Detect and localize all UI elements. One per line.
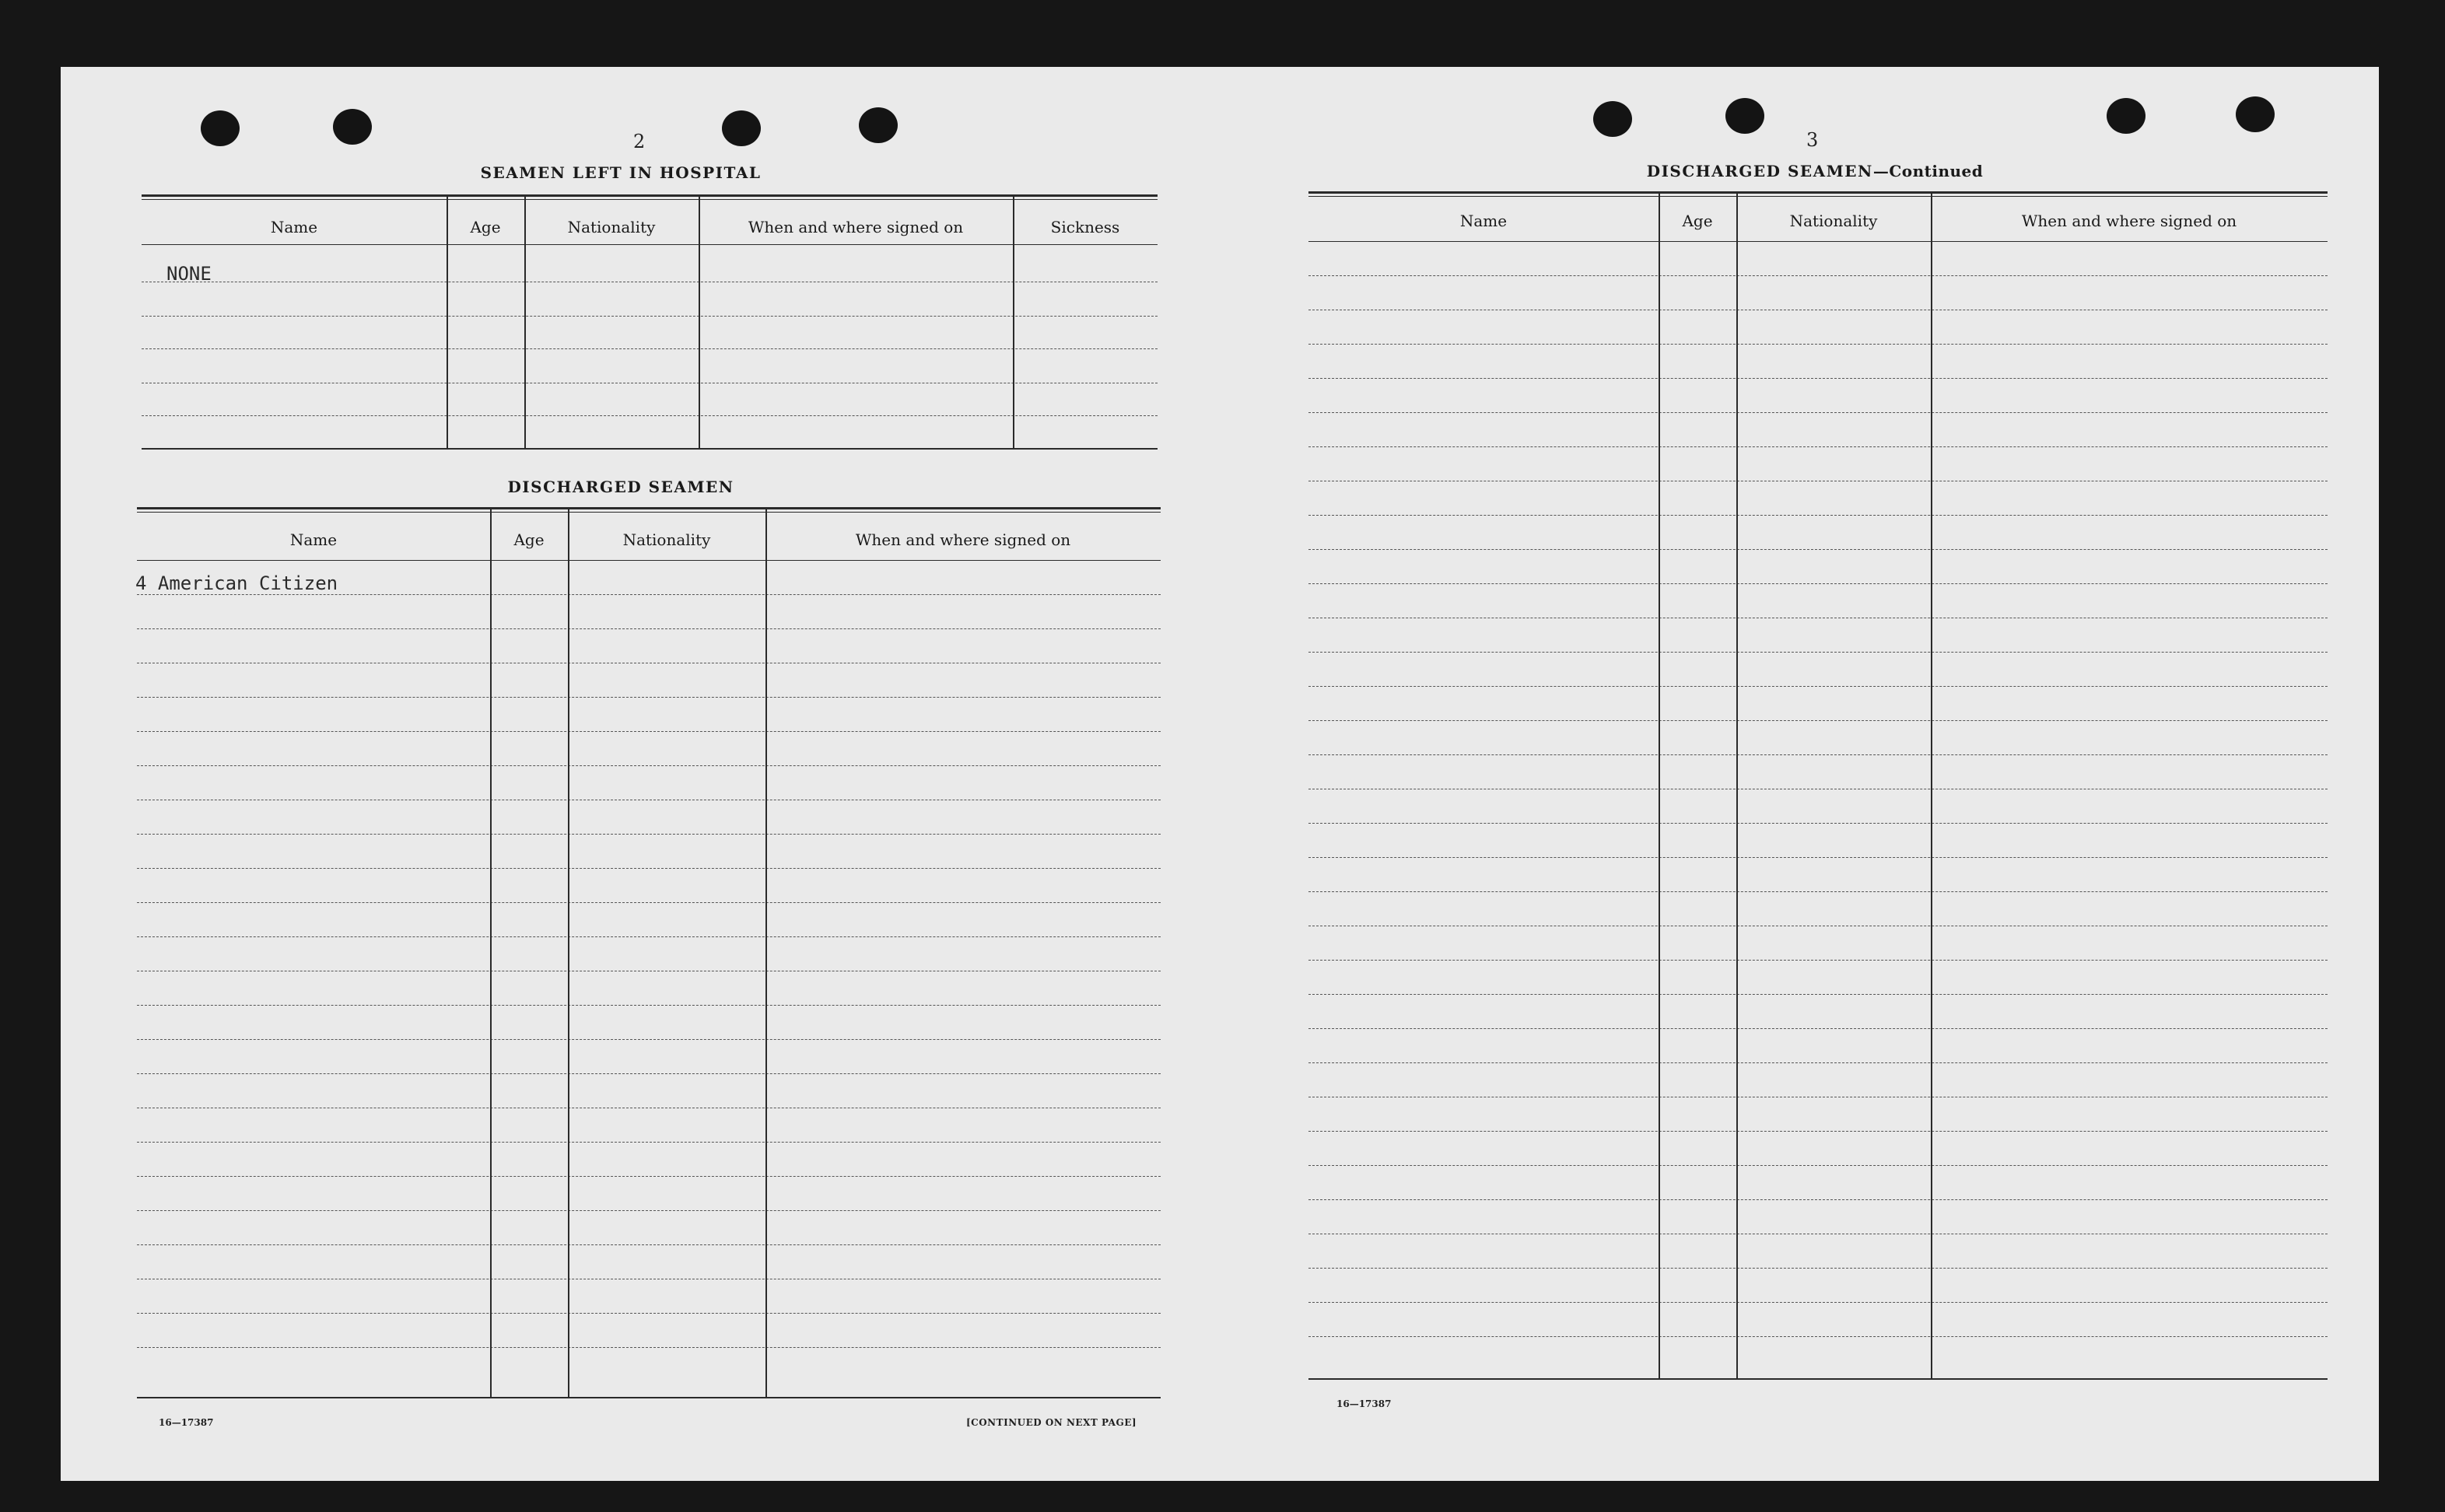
form-code-left: 16—17387 — [159, 1417, 214, 1428]
hospital-entry: NONE — [166, 263, 212, 285]
punch-hole — [859, 107, 898, 143]
punch-hole — [1725, 98, 1764, 134]
column-header-nationality: Nationality — [1789, 212, 1878, 230]
column-header-signed-on: When and where signed on — [2021, 212, 2237, 230]
column-header-name: Name — [270, 218, 318, 236]
document-sheet — [61, 67, 2379, 1481]
column-header-name: Name — [289, 530, 338, 549]
punch-hole — [333, 109, 372, 145]
column-header-age: Age — [470, 218, 501, 236]
discharged-title-main: DISCHARGED SEAMEN — [1646, 162, 1873, 180]
form-code-right: 16—17387 — [1336, 1398, 1392, 1409]
discharged-title-continued: —Continued — [1872, 162, 1984, 180]
column-header-nationality: Nationality — [622, 530, 711, 549]
discharged-entry: 4 American Citizen — [135, 572, 338, 594]
discharged-table-right — [1308, 191, 2328, 1389]
page-number-right: 3 — [1806, 129, 1819, 151]
hospital-table — [142, 194, 1158, 526]
column-header-sickness: Sickness — [1050, 218, 1120, 236]
discharged-table-left — [137, 507, 1161, 1403]
column-header-signed-on: When and where signed on — [748, 218, 964, 236]
discharged-continued-title — [1632, 162, 1998, 180]
continued-note: [CONTINUED ON NEXT PAGE] — [966, 1417, 1137, 1428]
column-header-name: Name — [1459, 212, 1508, 230]
punch-hole — [2236, 96, 2275, 132]
hospital-section-title: SEAMEN LEFT IN HOSPITAL — [480, 163, 762, 182]
punch-hole — [1593, 101, 1632, 137]
page-number-left: 2 — [633, 131, 646, 152]
column-header-age: Age — [1682, 212, 1713, 230]
punch-hole — [2107, 98, 2146, 134]
punch-hole — [722, 110, 761, 146]
punch-hole — [201, 110, 240, 146]
column-header-nationality: Nationality — [567, 218, 656, 236]
discharged-section-title: DISCHARGED SEAMEN — [507, 478, 734, 496]
column-header-signed-on: When and where signed on — [855, 530, 1071, 549]
column-header-age: Age — [513, 530, 545, 549]
